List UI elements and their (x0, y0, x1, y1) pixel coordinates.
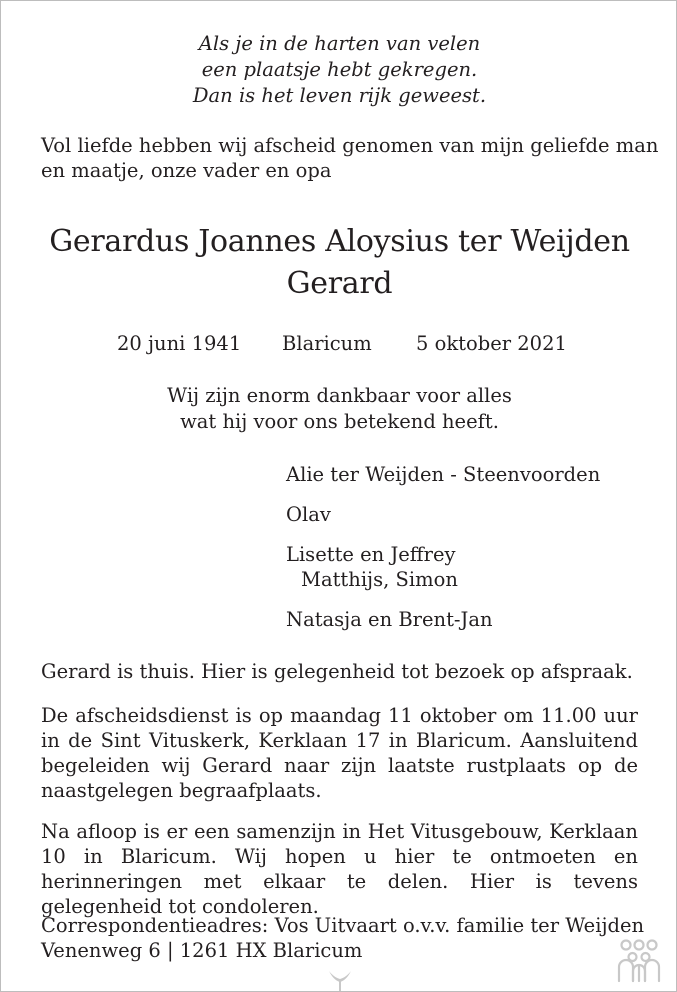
gathering-text: Na afloop is er een samenzijn in Het Vitusgebouw, Kerklaan 10 in Blaricum. Wij hopen u hier te ontmoeten en herinneringen met elkaar te delen. Hier is tevens gelegenheid tot condoleren. (41, 820, 638, 918)
family-spouse: Alie ter Weijden - Steenvoorden (286, 463, 601, 486)
thanks-text (41, 383, 638, 435)
correspondence-text: Correspondentieadres: Vos Uitvaart o.v.v. familie ter Weijden (41, 914, 645, 937)
thanks-line-1: Wij zijn enorm dankbaar voor alles (167, 384, 512, 407)
home-visit-text: Gerard is thuis. Hier is gelegenheid tot bezoek op afspraak. (41, 660, 633, 683)
deceased-call-name: Gerard (286, 266, 393, 301)
service-text: De afscheidsdienst is op maandag 11 oktober om 11.00 uur in de Sint Vituskerk, Kerklaan 17 in Blaricum. Aansluitend begeleiden wij Gerard naar zijn laatste rustplaats op de naastgelegen begraafplaats. (41, 704, 638, 802)
leaf-mark-icon (325, 969, 355, 991)
place: Blaricum (282, 332, 372, 355)
poem-line-1: Als je in de harten van velen (198, 32, 481, 55)
correspondence-block (41, 913, 645, 963)
family-child-3: Natasja en Brent-Jan (286, 608, 493, 631)
deceased-full-name: Gerardus Joannes Aloysius ter Weijden (49, 224, 630, 259)
poem (41, 31, 638, 109)
family-child-2-group (286, 542, 656, 592)
birth-date: 20 juni 1941 (117, 332, 242, 355)
family-grandchildren-2: Matthijs, Simon (301, 568, 458, 591)
poem-line-3: Dan is het leven rijk geweest. (192, 84, 487, 107)
address-text: Venenweg 6 | 1261 HX Blaricum (41, 939, 363, 962)
intro-text (41, 133, 659, 183)
family-child-2: Lisette en Jeffrey (286, 543, 456, 566)
poem-line-2: een plaatsje hebt gekregen. (201, 58, 478, 81)
intro-line-2: en maatje, onze vader en opa (41, 159, 332, 182)
death-date: 5 oktober 2021 (416, 332, 567, 355)
thanks-line-2: wat hij voor ons betekend heeft. (180, 410, 499, 433)
family-child-1: Olav (286, 503, 331, 526)
family-list (286, 462, 656, 647)
intro-line-1: Vol liefde hebben wij afscheid genomen van mijn geliefde man (41, 134, 659, 157)
people-group-icon (614, 937, 664, 983)
deceased-name-block (21, 221, 658, 305)
